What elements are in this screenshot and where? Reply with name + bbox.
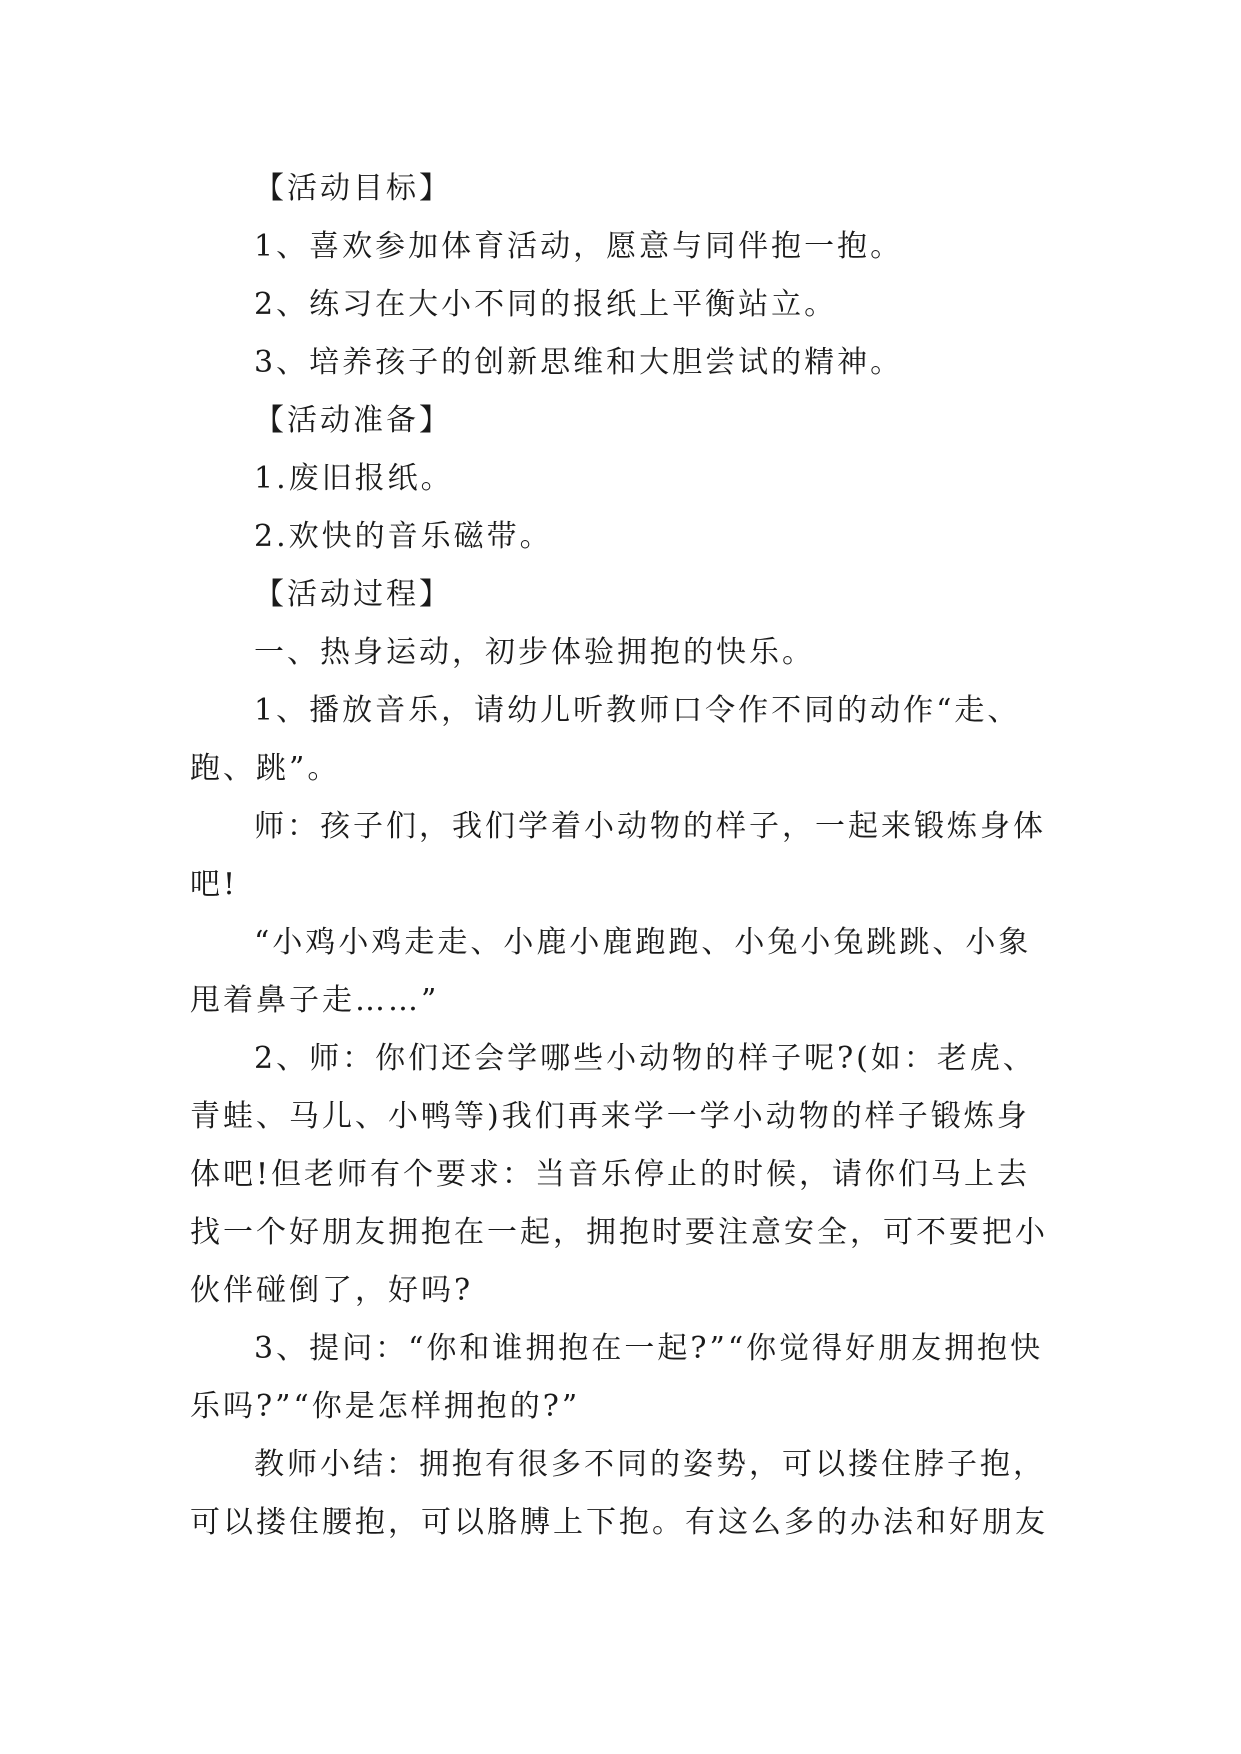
paragraph-line: 3、提问：“你和谁拥抱在一起?”“你觉得好朋友拥抱快 bbox=[254, 1331, 1044, 1366]
document-body bbox=[190, 160, 1048, 1552]
paragraph-line: 找一个好朋友拥抱在一起，拥抱时要注意安全，可不要把小 bbox=[190, 1215, 1048, 1250]
paragraph-line: 甩着鼻子走……” bbox=[190, 983, 440, 1018]
paragraph-line: 2、师：你们还会学哪些小动物的样子呢?(如：老虎、 bbox=[254, 1041, 1036, 1076]
paragraph-line: 师：孩子们，我们学着小动物的样子，一起来锻炼身体 bbox=[254, 809, 1046, 844]
paragraph-line: 青蛙、马儿、小鸭等)我们再来学一学小动物的样子锻炼身 bbox=[190, 1099, 1030, 1134]
paragraph-line: 体吧!但老师有个要求：当音乐停止的时候，请你们马上去 bbox=[190, 1157, 1031, 1192]
paragraph-line: 乐吗?”“你是怎样拥抱的?” bbox=[190, 1389, 581, 1424]
paragraph-line: 伙伴碰倒了，好吗? bbox=[190, 1273, 474, 1308]
paragraph-line: 跑、跳”。 bbox=[190, 751, 341, 786]
section-heading-preparation: 【活动准备】 bbox=[254, 403, 452, 438]
paragraph-line: 教师小结：拥抱有很多不同的姿势，可以搂住脖子抱， bbox=[254, 1447, 1046, 1482]
paragraph-line: “小鸡小鸡走走、小鹿小鹿跑跑、小兔小兔跳跳、小象 bbox=[254, 925, 1032, 960]
goal-item-2: 2、练习在大小不同的报纸上平衡站立。 bbox=[254, 287, 838, 322]
preparation-item-2: 2.欢快的音乐磁带。 bbox=[254, 519, 553, 554]
process-step-heading: 一、热身运动，初步体验拥抱的快乐。 bbox=[254, 635, 815, 670]
paragraph-line: 1、播放音乐，请幼儿听教师口令作不同的动作“走、 bbox=[254, 693, 1021, 728]
paragraph-line: 可以搂住腰抱，可以胳膊上下抱。有这么多的办法和好朋友 bbox=[190, 1505, 1048, 1540]
paragraph-line: 吧! bbox=[190, 867, 239, 902]
goal-item-1: 1、喜欢参加体育活动，愿意与同伴抱一抱。 bbox=[254, 229, 904, 264]
preparation-item-1: 1.废旧报纸。 bbox=[254, 461, 454, 496]
goal-item-3: 3、培养孩子的创新思维和大胆尝试的精神。 bbox=[254, 345, 904, 380]
section-heading-process: 【活动过程】 bbox=[254, 577, 452, 612]
section-heading-goals: 【活动目标】 bbox=[254, 171, 452, 206]
